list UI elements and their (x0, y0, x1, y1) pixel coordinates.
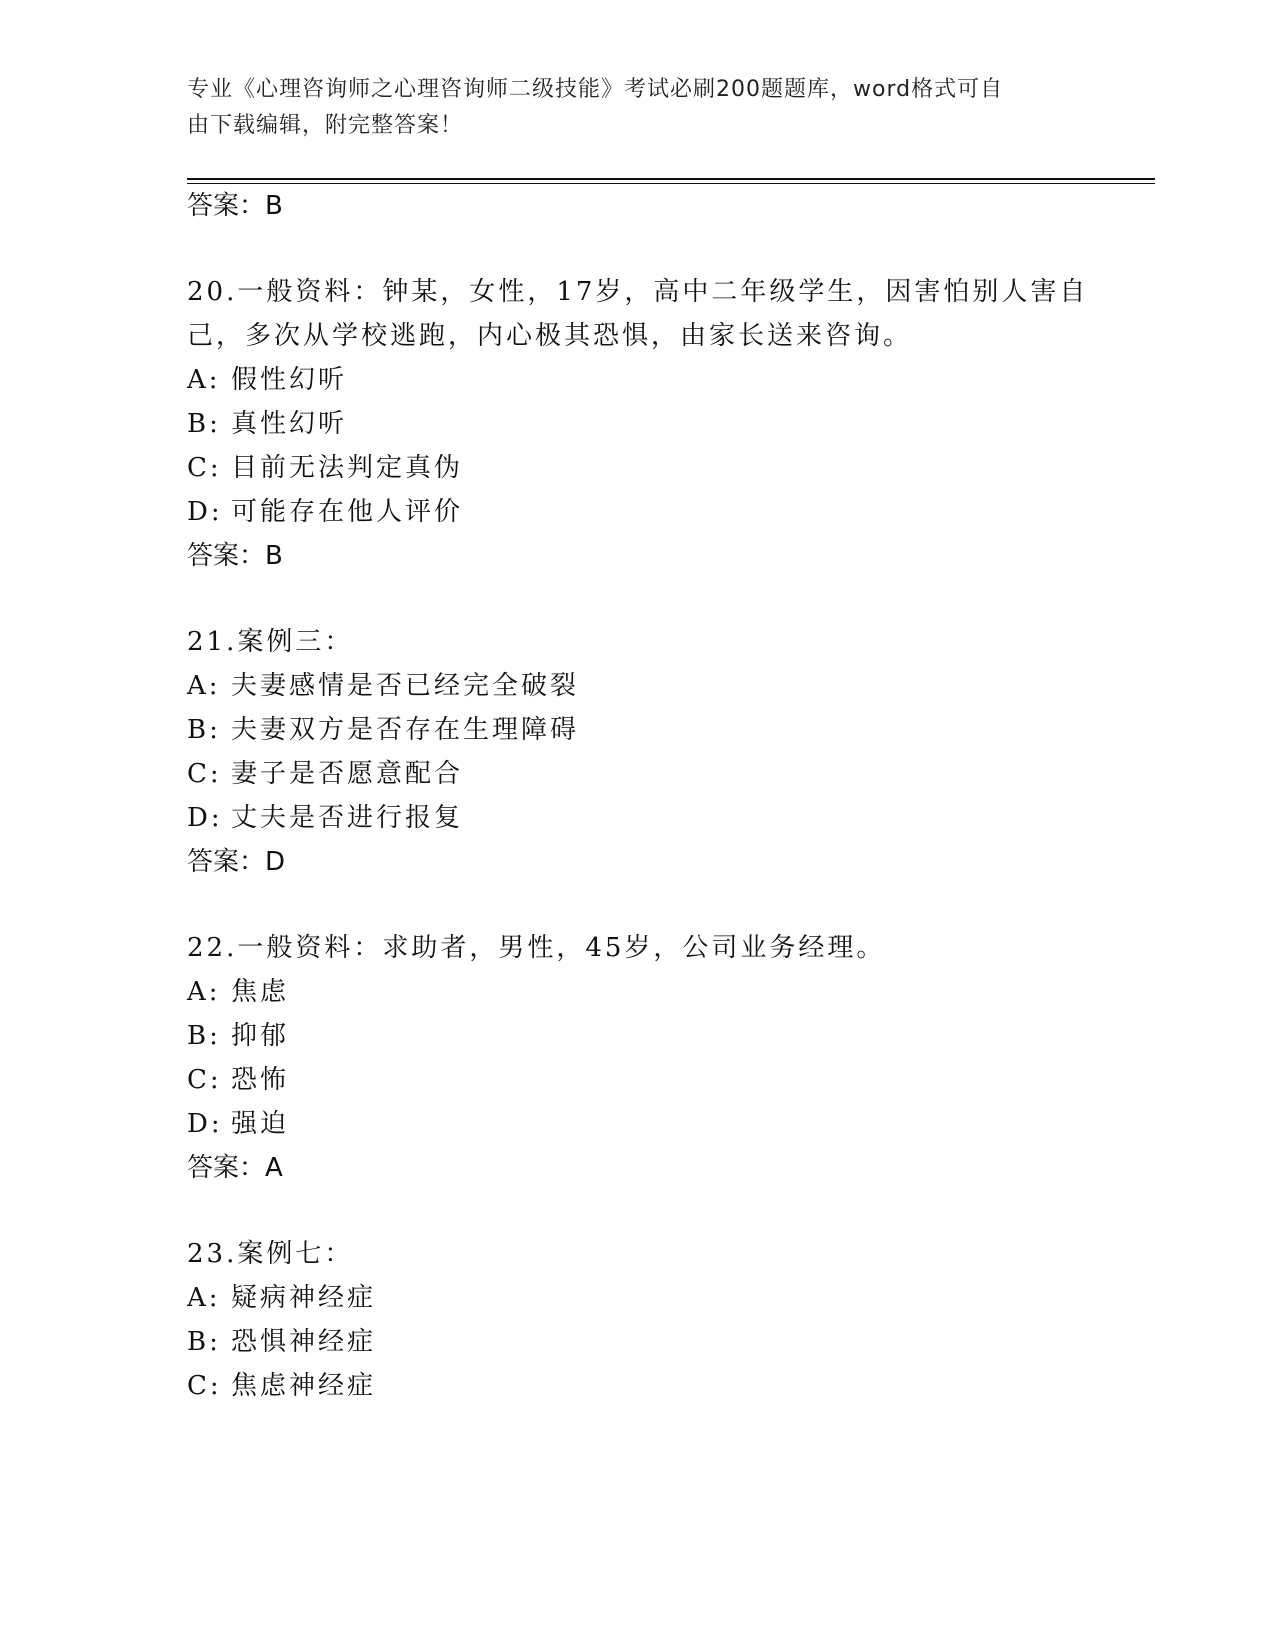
option-text: 夫妻双方是否存在生理障碍 (231, 715, 580, 745)
option-key: A: (187, 671, 221, 701)
option-text: 恐怖 (231, 1065, 290, 1095)
answer-previous: 答案：B (187, 191, 283, 221)
option-key: B: (187, 1021, 221, 1051)
option-text: 目前无法判定真伪 (231, 453, 464, 483)
header-divider-thick (187, 178, 1155, 180)
header-divider-thin (187, 183, 1155, 184)
option-key: B: (187, 1327, 221, 1357)
question-20-option-c (187, 452, 463, 484)
option-text: 恐惧神经症 (231, 1327, 377, 1357)
question-20-line-2: 己，多次从学校逃跑，内心极其恐惧，由家长送来咨询。 (187, 321, 913, 351)
question-20-option-d (187, 496, 463, 528)
question-21-option-d (187, 802, 463, 834)
question-21-option-b (187, 714, 579, 746)
question-23-option-b (187, 1326, 376, 1358)
option-key: D: (187, 1109, 223, 1139)
question-21-line-1: 21.案例三： (187, 627, 354, 657)
option-key: B: (187, 715, 221, 745)
option-text: 假性幻听 (231, 365, 348, 395)
option-key: D: (187, 497, 223, 527)
header-line-1: 专业《心理咨询师之心理咨询师二级技能》考试必刷200题题库，word格式可自 (187, 77, 1004, 102)
question-22-option-a (187, 976, 289, 1008)
question-21-option-a (187, 670, 579, 702)
question-23-option-c (187, 1370, 376, 1402)
question-20-option-b (187, 408, 347, 440)
question-22-option-d (187, 1108, 289, 1140)
question-21-option-c (187, 758, 463, 790)
option-key: C: (187, 453, 222, 483)
question-20-answer: 答案：B (187, 541, 283, 571)
option-key: D: (187, 803, 223, 833)
header-line-2: 由下载编辑，附完整答案！ (187, 113, 464, 138)
option-key: C: (187, 759, 222, 789)
option-key: A: (187, 977, 221, 1007)
question-22-option-c (187, 1064, 289, 1096)
option-text: 强迫 (231, 1109, 290, 1139)
question-23-option-a (187, 1282, 376, 1314)
question-22-answer: 答案：A (187, 1153, 283, 1183)
question-21-answer: 答案：D (187, 847, 286, 877)
option-text: 抑郁 (231, 1021, 290, 1051)
question-23-line-1: 23.案例七： (187, 1239, 354, 1269)
option-text: 夫妻感情是否已经完全破裂 (231, 671, 580, 701)
option-key: C: (187, 1371, 222, 1401)
option-key: B: (187, 409, 221, 439)
option-key: A: (187, 365, 221, 395)
option-text: 丈夫是否进行报复 (231, 803, 464, 833)
question-22-option-b (187, 1020, 289, 1052)
option-text: 焦虑 (231, 977, 290, 1007)
option-key: C: (187, 1065, 222, 1095)
option-key: A: (187, 1283, 221, 1313)
question-22-line-1: 22.一般资料：求助者，男性，45岁，公司业务经理。 (187, 933, 886, 963)
document-header (187, 72, 1087, 144)
option-text: 妻子是否愿意配合 (231, 759, 464, 789)
question-20-option-a (187, 364, 347, 396)
question-20-line-1: 20.一般资料：钟某，女性，17岁，高中二年级学生，因害怕别人害自 (187, 277, 1089, 307)
option-text: 疑病神经症 (231, 1283, 377, 1313)
option-text: 真性幻听 (231, 409, 348, 439)
option-text: 焦虑神经症 (231, 1371, 377, 1401)
option-text: 可能存在他人评价 (231, 497, 464, 527)
